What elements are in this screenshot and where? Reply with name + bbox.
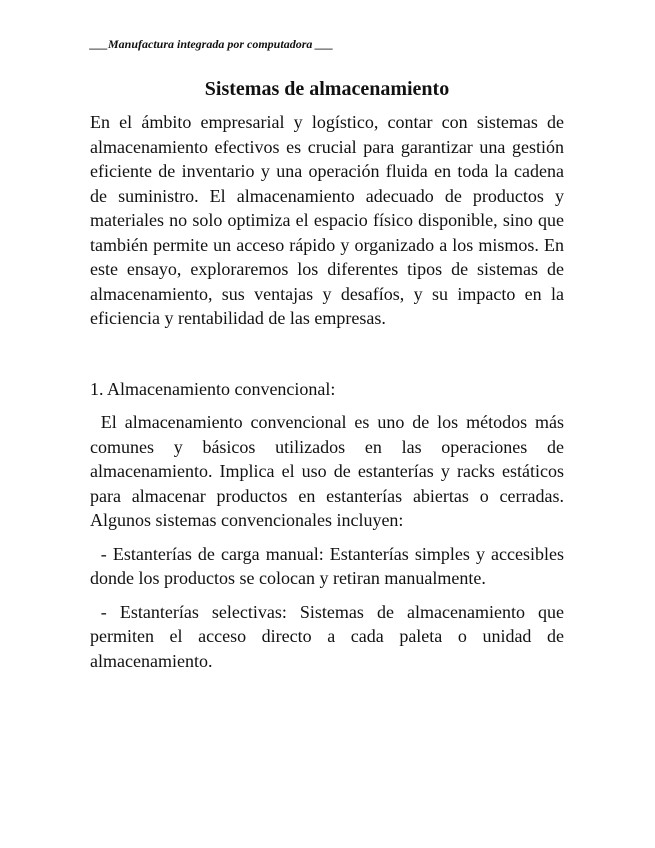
running-header: ___Manufactura integrada por computadora ___ (90, 37, 334, 51)
page-title: Sistemas de almacenamiento (204, 78, 450, 100)
list-item: - Estanterías selectivas: Sistemas de almacenamiento que permiten el acceso directo a cada paleta o unidad de almacenamiento. (90, 601, 564, 671)
list-item: - Estanterías de carga manual: Estanterías simples y accesibles donde los productos se colocan y retiran manualmente. (90, 543, 564, 588)
section-heading: 1. Almacenamiento convencional: (90, 378, 336, 399)
section-paragraph: El almacenamiento convencional es uno de los métodos más comunes y básicos utilizados en las operaciones de almacenamiento. Implica el uso de estanterías y racks estáticos para almacenar productos en estanterías abiertas o cerradas. Algunos sistemas convencionales incluyen: (90, 412, 564, 530)
page-content (90, 76, 564, 682)
intro-paragraph: En el ámbito empresarial y logístico, contar con sistemas de almacenamiento efectivos es crucial para garantizar una gestión eficiente de inventario y una operación fluida en toda la cadena de suministro. El almacenamiento adecuado de productos y materiales no solo optimiza el espacio físico disponible, sino que también permite un acceso rápido y organizado a los mismos. En este ensayo, exploraremos los diferentes tipos de sistemas de almacenamiento, sus ventajas y desafíos, y su impacto en la eficiencia y rentabilidad de las empresas. (90, 112, 564, 328)
